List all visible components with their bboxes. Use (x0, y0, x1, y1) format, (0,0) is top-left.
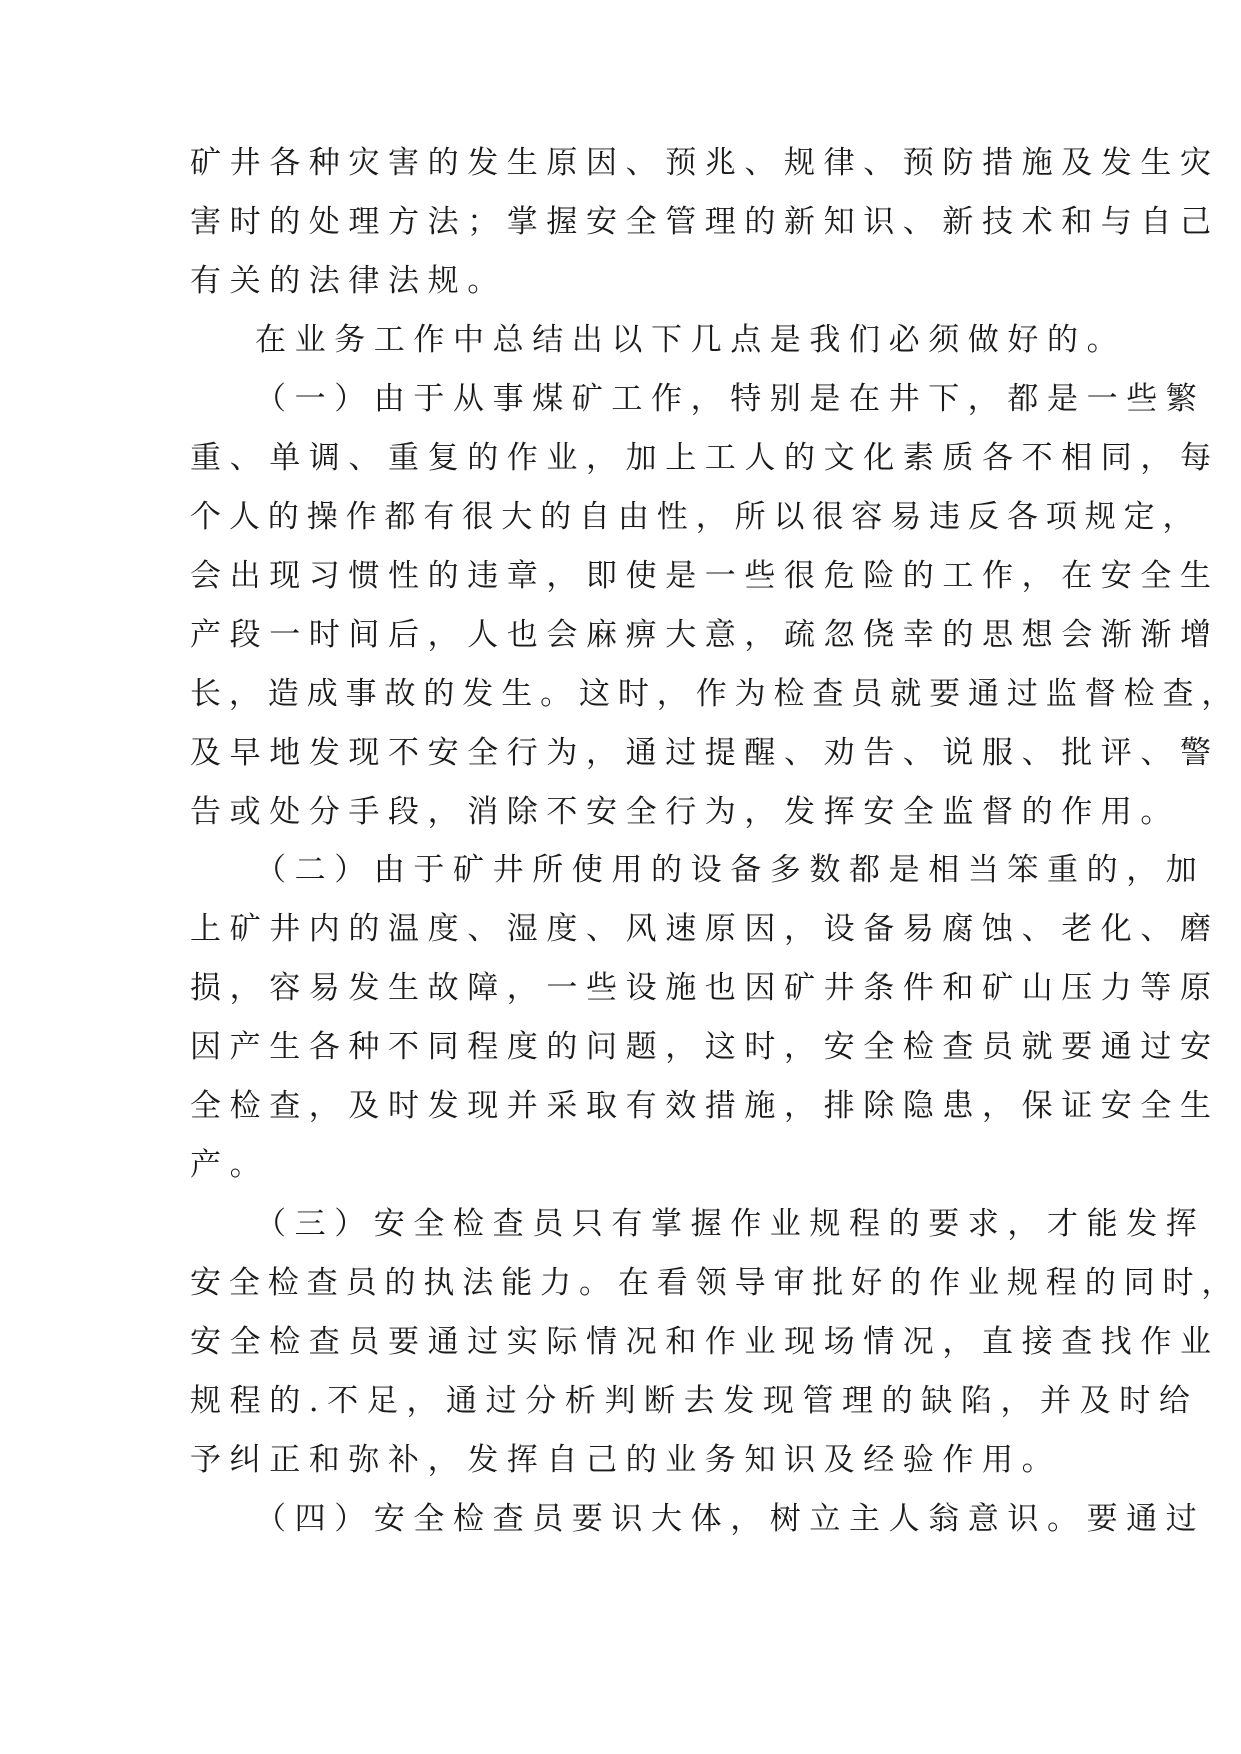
text-line: 有关的法律法规。 (190, 263, 507, 299)
text-line: 产。 (190, 1147, 270, 1183)
text-line: 害时的处理方法；掌握安全管理的新知识、新技术和与自己 (190, 204, 1220, 240)
text-line: 产段一时间后，人也会麻痹大意，疏忽侥幸的思想会渐渐增 (190, 617, 1220, 653)
text-line: 重、单调、重复的作业，加上工人的文化素质各不相同，每 (190, 440, 1220, 476)
text-line: 安全检查员的执法能力。在看领导审批好的作业规程的同时， (190, 1265, 1241, 1301)
text-line: （二）由于矿井所使用的设备多数都是相当笨重的，加 (255, 852, 1206, 888)
text-line: 因产生各种不同程度的问题，这时，安全检查员就要通过安 (190, 1029, 1220, 1065)
text-line: 予纠正和弥补，发挥自己的业务知识及经验作用。 (190, 1442, 1062, 1478)
text-line: （三）安全检查员只有掌握作业规程的要求，才能发挥 (255, 1206, 1206, 1242)
text-line: 长，造成事故的发生。这时，作为检查员就要通过监督检查， (190, 676, 1241, 712)
text-line: 安全检查员要通过实际情况和作业现场情况，直接查找作业 (190, 1324, 1220, 1360)
text-line: 及早地发现不安全行为，通过提醒、劝告、说服、批评、警 (190, 735, 1220, 771)
text-line: （四）安全检查员要识大体，树立主人翁意识。要通过 (255, 1501, 1206, 1537)
text-line: 在业务工作中总结出以下几点是我们必须做好的。 (255, 322, 1127, 358)
text-line: 上矿井内的温度、湿度、风速原因，设备易腐蚀、老化、磨 (190, 911, 1220, 947)
text-line: 矿井各种灾害的发生原因、预兆、规律、预防措施及发生灾 (190, 145, 1220, 181)
text-line: 会出现习惯性的违章，即使是一些很危险的工作，在安全生 (190, 558, 1220, 594)
text-line: 规程的.不足，通过分析判断去发现管理的缺陷，并及时给 (190, 1383, 1199, 1419)
text-line: 个人的操作都有很大的自由性，所以很容易违反各项规定， (190, 499, 1202, 535)
text-line: 告或处分手段，消除不安全行为，发挥安全监督的作用。 (190, 794, 1180, 830)
text-line: 损，容易发生故障，一些设施也因矿井条件和矿山压力等原 (190, 970, 1220, 1006)
text-line: （一）由于从事煤矿工作，特别是在井下，都是一些繁 (255, 381, 1206, 417)
text-line: 全检查，及时发现并采取有效措施，排除隐患，保证安全生 (190, 1088, 1220, 1124)
